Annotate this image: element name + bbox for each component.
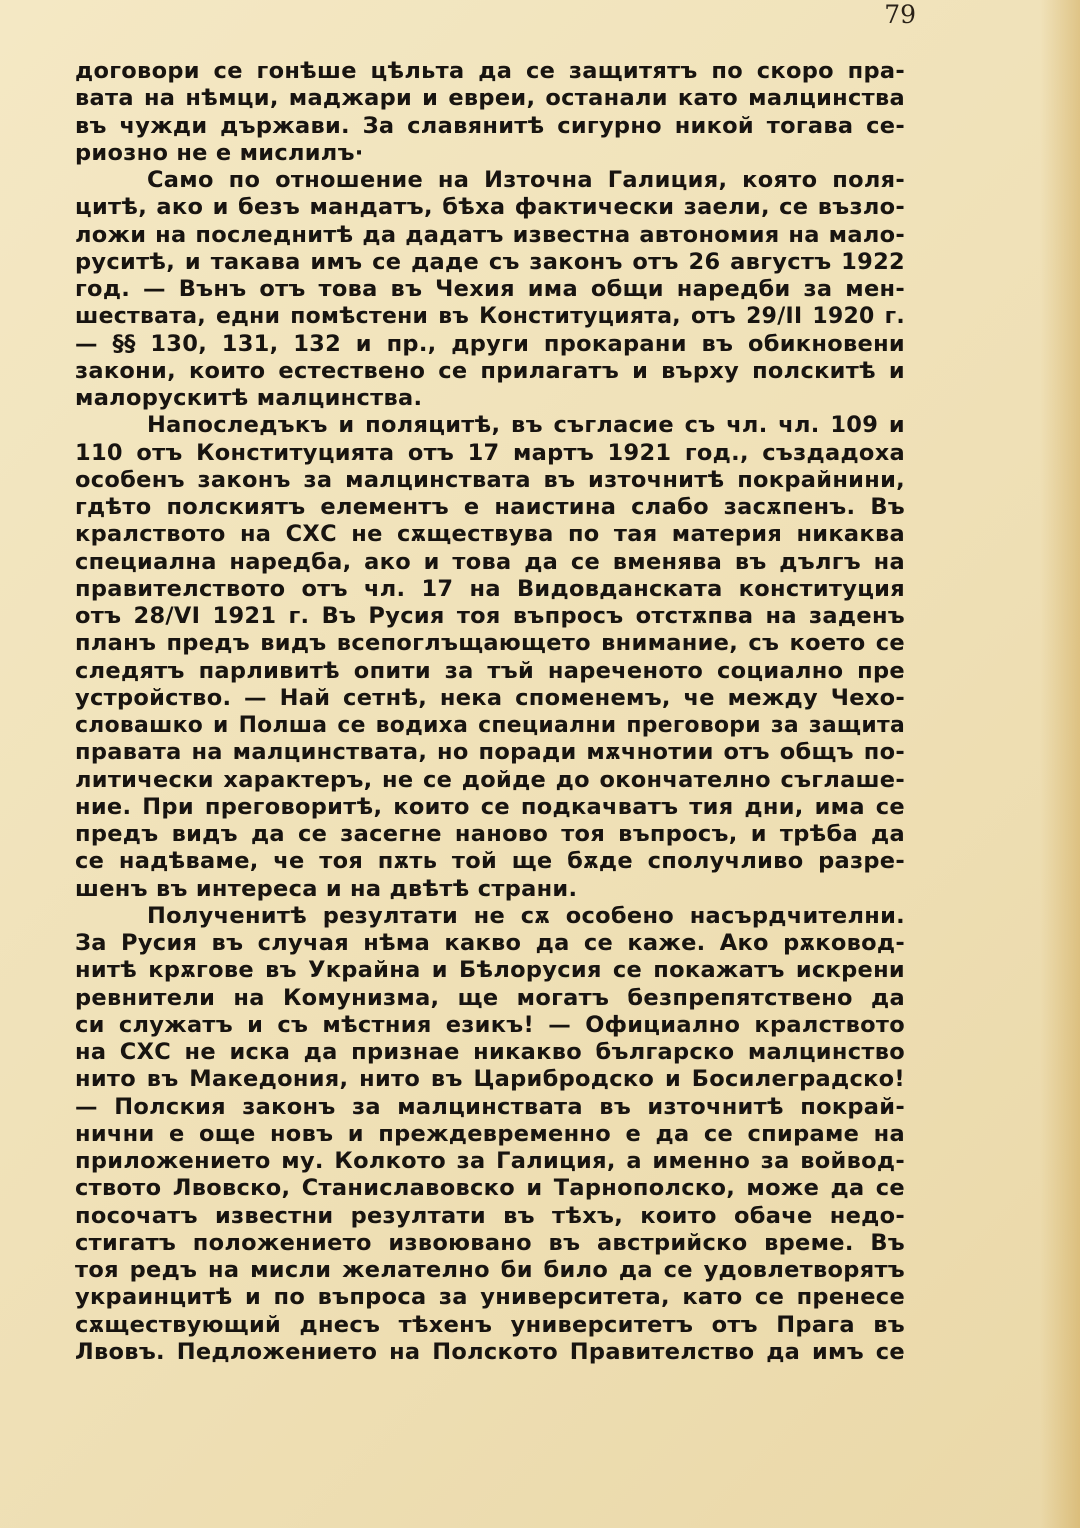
text-line: словашко и Полша се водиха специални преговори за защита: [75, 713, 905, 738]
text-line: гдѣто полскиятъ елементъ е наистина слабо засѫпенъ. Въ: [75, 494, 905, 520]
text-line: ревнители на Комунизма, ще могатъ безпрепятствено да: [75, 984, 905, 1011]
text-line: шествата, едни помѣстени въ Конституцията, отъ 29/II 1920 г.: [75, 304, 905, 330]
text-line: год. — Вънъ отъ това въ Чехия има общи наредби за мен-: [75, 276, 905, 302]
text-line: Само по отношение на Източна Галиция, която поля-: [147, 167, 905, 193]
text-line: правата на малцинствата, но поради мѫчнотии отъ общъ по-: [75, 739, 905, 766]
text-line: устройство. — Най сетнѣ, нека споменемъ, че между Чехо-: [75, 684, 905, 711]
text-line: руситѣ, и такава имъ се даде съ законъ отъ 26 августъ 1922: [75, 248, 905, 275]
text-line: шенъ въ интереса и на двѣтѣ страни.: [75, 875, 578, 902]
page-number: 79: [884, 0, 916, 29]
text-line: сѫществующий днесъ тѣхенъ университетъ отъ Прага въ: [75, 1311, 905, 1338]
text-line: предъ видъ да се засегне наново тоя въпросъ, и трѣба да: [75, 821, 905, 847]
text-line: нито въ Македония, нито въ Царибродско и Босилеградско!: [75, 1066, 905, 1093]
text-line: въ чужди държави. За славянитѣ сигурно никой тогава се-: [75, 112, 905, 139]
body-text: [75, 58, 905, 1366]
text-line: следятъ парливитѣ опити за тъй нареченото социално пре: [75, 657, 905, 684]
text-line: си служатъ и съ мѣстния езикъ! — Официално кралството: [75, 1011, 905, 1038]
text-line: се надѣваме, че тоя пѫть той ще бѫде сполучливо разре-: [75, 848, 905, 875]
text-line: — §§ 130, 131, 132 и пр., други прокарани въ обикновени: [75, 330, 905, 357]
text-line: Напоследъкъ и поляцитѣ, въ съгласие съ чл. чл. 109 и: [147, 412, 905, 439]
text-line: приложението му. Колкото за Галиция, а именно за войвод-: [75, 1148, 905, 1174]
text-line: вата на нѣмци, маджари и евреи, останали като малцинства: [75, 85, 905, 112]
text-line: на СХС не иска да признае никакво българско малцинство: [75, 1039, 905, 1065]
text-line: 110 отъ Конституцията отъ 17 мартъ 1921 год., създадоха: [75, 439, 905, 466]
text-line: ние. При преговоритѣ, които се подкачватъ тия дни, има се: [75, 793, 905, 820]
text-line: специална наредба, ако и това да се вменява въ дългъ на: [75, 548, 905, 575]
text-line: — Полския законъ за малцинствата въ източнитѣ покрай-: [75, 1093, 905, 1120]
text-line: посочатъ известни резултати въ тѣхъ, които обаче недо-: [75, 1202, 905, 1229]
text-line: кралството на СХС не сѫществува по тая материя никаква: [75, 521, 905, 548]
text-line: нични е още новъ и преждевременно е да се спираме на: [75, 1120, 905, 1147]
text-line: За Русия въ случая нѣма какво да се каже. Ако рѫковод-: [75, 930, 905, 956]
text-line: украинцитѣ и по въпроса за университета, като се пренесе: [75, 1284, 905, 1311]
text-line: риозно не е мислилъ·: [75, 139, 364, 166]
text-line: планъ предъ видъ всепоглъщающето внимание, съ което се: [75, 630, 905, 657]
text-line: особенъ законъ за малцинствата въ източнитѣ покрайнини,: [75, 466, 905, 493]
text-line: ложи на последнитѣ да дадатъ известна автономия на мало-: [75, 221, 905, 248]
text-line: цитѣ, ако и безъ мандатъ, бѣха фактически заели, се възло-: [75, 194, 905, 221]
text-line: отъ 28/VI 1921 г. Въ Русия тоя въпросъ отстѫпва на заденъ: [75, 603, 905, 629]
text-line: правителството отъ чл. 17 на Видовданската конституция: [75, 575, 905, 602]
text-line: малорускитѣ малцинства.: [75, 385, 423, 411]
text-line: договори се гонѣше цѣльта да се защитятъ по скоро пра-: [75, 58, 905, 84]
text-line: Лвовъ. Педложението на Полското Правителство да имъ се: [75, 1338, 905, 1365]
text-line: ството Лвовско, Станиславовско и Тарнополско, може да се: [75, 1175, 905, 1202]
page-edge-shading: [1040, 0, 1080, 1528]
text-line: стигатъ положението извоювано въ австрийско време. Въ: [75, 1229, 905, 1256]
text-line: литически характеръ, не се дойде до окончателно съглаше-: [75, 766, 905, 793]
text-line: тоя редъ на мисли желателно би било да се удовлетворятъ: [75, 1257, 905, 1283]
text-line: закони, които естествено се прилагатъ и върху полскитѣ и: [75, 357, 905, 384]
text-line: Полученитѣ резултати не сѫ особено насърдчителни.: [147, 902, 905, 929]
text-line: нитѣ крѫгове въ Украйна и Бѣлорусия се покажатъ искрени: [75, 957, 905, 984]
